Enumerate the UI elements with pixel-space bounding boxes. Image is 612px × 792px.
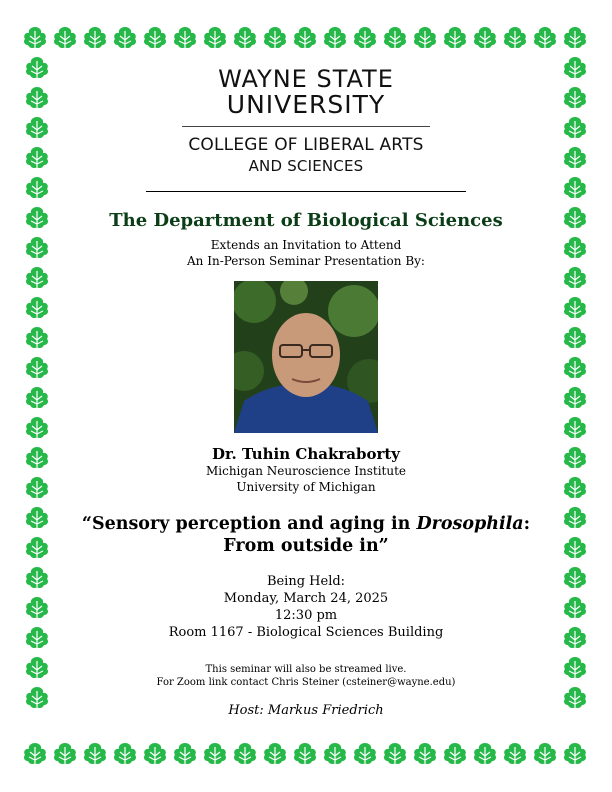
border-leaf-icon [26, 87, 48, 108]
border-leaf-icon [354, 743, 376, 764]
border-leaf-icon [144, 27, 166, 48]
border-leaf-icon [26, 387, 48, 408]
invitation-text [60, 237, 552, 269]
border-leaf-icon [324, 743, 346, 764]
border-leaf-icon [26, 57, 48, 78]
border-leaf-icon [294, 27, 316, 48]
border-leaf-icon [534, 27, 556, 48]
border-leaf-icon [114, 27, 136, 48]
border-leaf-icon [174, 27, 196, 48]
title-part1: “Sensory perception and aging in [81, 514, 417, 534]
border-leaf-icon [26, 597, 48, 618]
border-leaf-icon [564, 537, 586, 558]
border-leaf-icon [294, 743, 316, 764]
border-leaf-icon [564, 743, 586, 764]
title-part2: : [523, 514, 531, 534]
logo-divider [182, 126, 430, 127]
border-leaf-icon [564, 417, 586, 438]
speaker-name: Dr. Tuhin Chakraborty [211, 445, 401, 463]
wsu-logo [60, 66, 552, 177]
border-leaf-icon [26, 357, 48, 378]
border-leaf-icon [564, 267, 586, 288]
college-name-line2: AND SCIENCES [248, 157, 364, 175]
border-leaf-icon [24, 27, 46, 48]
border-leaf-icon [564, 147, 586, 168]
border-leaf-icon [264, 743, 286, 764]
event-time: 12:30 pm [274, 608, 338, 623]
border-leaf-icon [26, 477, 48, 498]
border-leaf-icon [84, 743, 106, 764]
border-leaf-icon [264, 27, 286, 48]
seminar-title [60, 513, 552, 557]
border-leaf-icon [444, 27, 466, 48]
border-leaf-icon [26, 537, 48, 558]
host-name: Host: Markus Friedrich [228, 703, 384, 718]
border-leaf-icon [26, 417, 48, 438]
border-leaf-icon [564, 297, 586, 318]
border-leaf-icon [144, 743, 166, 764]
event-room: Room 1167 - Biological Sciences Building [168, 625, 444, 640]
header-divider [146, 191, 466, 192]
border-leaf-icon [564, 447, 586, 468]
border-leaf-icon [384, 27, 406, 48]
border-leaf-icon [26, 657, 48, 678]
logo-university: UNIVERSITY [226, 90, 386, 119]
event-details [60, 573, 552, 641]
border-leaf-icon [504, 27, 526, 48]
border-leaf-icon [204, 743, 226, 764]
border-leaf-icon [26, 687, 48, 708]
title-italic-organism: Drosophila [416, 514, 524, 534]
stream-line1: This seminar will also be streamed live. [205, 664, 407, 675]
border-leaf-icon [26, 177, 48, 198]
border-leaf-icon [324, 27, 346, 48]
logo-wayne-state: WAYNE STATE [218, 65, 394, 93]
border-leaf-icon [564, 357, 586, 378]
border-leaf-icon [114, 743, 136, 764]
border-leaf-icon [564, 477, 586, 498]
border-leaf-icon [26, 327, 48, 348]
border-leaf-icon [564, 627, 586, 648]
seminar-title-line1 [60, 513, 552, 535]
department-name: The Department of Biological Sciences [109, 210, 503, 231]
border-leaf-icon [26, 117, 48, 138]
border-leaf-icon [564, 567, 586, 588]
border-leaf-icon [444, 743, 466, 764]
border-leaf-icon [84, 27, 106, 48]
speaker-photo [234, 281, 378, 433]
border-leaf-icon [234, 743, 256, 764]
border-leaf-icon [564, 327, 586, 348]
flyer-content [60, 66, 552, 718]
border-leaf-icon [354, 27, 376, 48]
college-name-line1: COLLEGE OF LIBERAL ARTS [188, 135, 424, 155]
border-leaf-icon [234, 27, 256, 48]
border-leaf-icon [564, 507, 586, 528]
seminar-title-line2: From outside in” [223, 536, 389, 556]
border-leaf-icon [504, 743, 526, 764]
border-leaf-icon [564, 177, 586, 198]
border-leaf-icon [204, 27, 226, 48]
border-leaf-icon [474, 27, 496, 48]
border-leaf-icon [26, 507, 48, 528]
details-label: Being Held: [266, 574, 346, 589]
border-leaf-icon [564, 27, 586, 48]
border-leaf-icon [564, 657, 586, 678]
stream-info [60, 663, 552, 689]
border-leaf-icon [26, 627, 48, 648]
border-leaf-icon [26, 207, 48, 228]
border-leaf-icon [26, 237, 48, 258]
border-leaf-icon [564, 87, 586, 108]
border-leaf-icon [564, 687, 586, 708]
stream-contact: For Zoom link contact Chris Steiner (csteiner@wayne.edu) [156, 677, 456, 688]
border-leaf-icon [174, 743, 196, 764]
border-leaf-icon [26, 447, 48, 468]
border-leaf-icon [564, 207, 586, 228]
border-leaf-icon [474, 743, 496, 764]
border-leaf-icon [564, 117, 586, 138]
event-date: Monday, March 24, 2025 [223, 591, 389, 606]
border-leaf-icon [414, 27, 436, 48]
border-leaf-icon [26, 297, 48, 318]
invitation-line1: Extends an Invitation to Attend [210, 238, 402, 252]
speaker-institute: Michigan Neuroscience Institute [205, 464, 407, 478]
border-leaf-icon [54, 27, 76, 48]
border-leaf-icon [564, 57, 586, 78]
border-leaf-icon [26, 147, 48, 168]
border-leaf-icon [564, 597, 586, 618]
border-leaf-icon [26, 567, 48, 588]
border-leaf-icon [54, 743, 76, 764]
invitation-line2: An In-Person Seminar Presentation By: [187, 254, 425, 268]
border-leaf-icon [564, 387, 586, 408]
border-leaf-icon [534, 743, 556, 764]
border-leaf-icon [414, 743, 436, 764]
speaker-university: University of Michigan [236, 480, 376, 494]
border-leaf-icon [24, 743, 46, 764]
border-leaf-icon [564, 237, 586, 258]
border-leaf-icon [26, 267, 48, 288]
border-leaf-icon [384, 743, 406, 764]
